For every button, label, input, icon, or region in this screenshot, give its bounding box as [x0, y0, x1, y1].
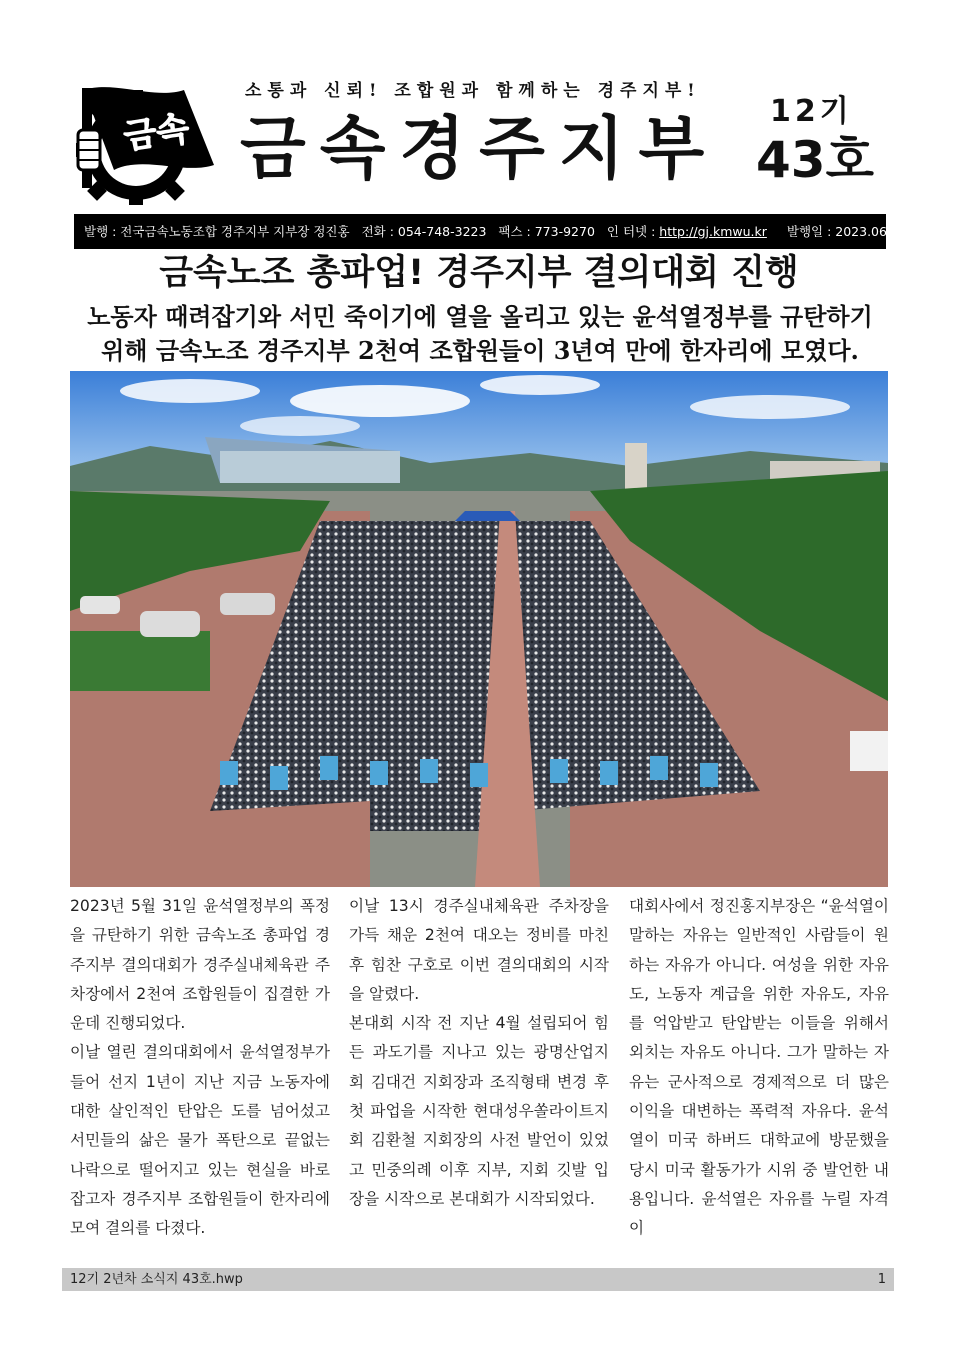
article-headline: 금속노조 총파업! 경주지부 결의대회 진행 — [159, 253, 799, 293]
article-subhead — [70, 300, 890, 368]
edition-number: 12기 — [770, 94, 853, 129]
subhead-line-2: 위해 금속노조 경주지부 2천여 조합원들이 3년여 만에 한자리에 모였다. — [101, 336, 859, 365]
paragraph: 2023년 5월 31일 윤석열정부의 폭정을 규탄하기 위한 금속노조 총파업 경주지부 결의대회가 경주실내체육관 주차장에서 2천여 조합원들이 집결한 가운데 진행되었다. — [70, 897, 330, 1033]
masthead — [0, 0, 958, 215]
paragraph: 이날 13시 경주실내체육관 주차장을 가득 채운 2천여 대오는 정비를 마친 후 힘찬 구호로 이번 결의대회의 시작을 알렸다. — [349, 897, 609, 1003]
article-body — [70, 892, 888, 1242]
paragraph: 대회사에서 정진홍지부장은 “윤석열이 말하는 자유는 일반적인 사람들이 원하는 자유가 아니다. 여성을 위한 자유도, 노동자 계급을 위한 자유도, 자유를 억압받고 탄압받는 이들을 위해서 외치는 자유도 아니다. 그가 말하는 자유는 군사적으로 경제적으로 더 많은 이익을 대변하는 폭력적 자유다. 윤석열이 미국 하버드 대학교에 방문했을 당시 미국 활동가가 시위 중 발언한 내용입니다. 윤석열은 자유를 누릴 자격이 — [629, 897, 889, 1238]
publication-info-bar — [74, 214, 929, 249]
newspaper-title: 금속경주지부 — [240, 110, 719, 189]
rally-photo — [70, 371, 888, 887]
phone-info: 전화 : 054-748-3223 — [361, 224, 487, 239]
page-number: 1 — [877, 1272, 886, 1287]
article-column-2 — [349, 892, 609, 1214]
subhead-line-1: 노동자 때려잡기와 서민 죽이기에 열을 올리고 있는 윤석열정부를 규탄하기 — [87, 302, 873, 331]
publish-date: 발행일 : 2023.06.01(목) — [786, 224, 929, 239]
web-label: 인 터넷 : — [606, 224, 656, 239]
paragraph: 본대회 시작 전 지난 4월 설립되어 힘든 과도기를 지나고 있는 광명산업지회 김대건 지회장과 조직형태 변경 후 첫 파업을 시작한 현대성우쏠라이트지회 김환철 지회장의 사전 발언이 있었고 민중의례 이후 지부, 지회 깃발 입장을 시작으로 본대회가 시작되었다. — [349, 1014, 609, 1208]
paragraph: 이날 열린 결의대회에서 윤석열정부가 들어 선지 1년이 지난 지금 노동자에 대한 살인적인 탄압은 도를 넘어섰고 서민들의 삶은 물가 폭탄으로 끝없는 나락으로 떨어지고 있는 현실을 바로잡고자 경주지부 조합원들이 한자리에 모여 결의를 다졌다. — [70, 1043, 330, 1238]
union-flag-fist-logo — [74, 80, 222, 205]
fax-info: 팩스 : 773-9270 — [498, 224, 595, 239]
article-column-1 — [70, 892, 330, 1244]
page-footer — [62, 1268, 894, 1291]
article-column-3 — [629, 892, 889, 1244]
issue-number: 43호 — [756, 131, 874, 189]
website-link[interactable]: http://gj.kmwu.kr — [659, 224, 767, 239]
logo-text: 금속 — [121, 108, 192, 158]
slogan: 소통과 신뢰! 조합원과 함께하는 경주지부! — [245, 81, 701, 101]
file-name: 12기 2년차 소식지 43호.hwp — [70, 1272, 243, 1287]
publisher-info: 발행 : 전국금속노동조합 경주지부 지부장 정진홍 — [84, 224, 350, 239]
